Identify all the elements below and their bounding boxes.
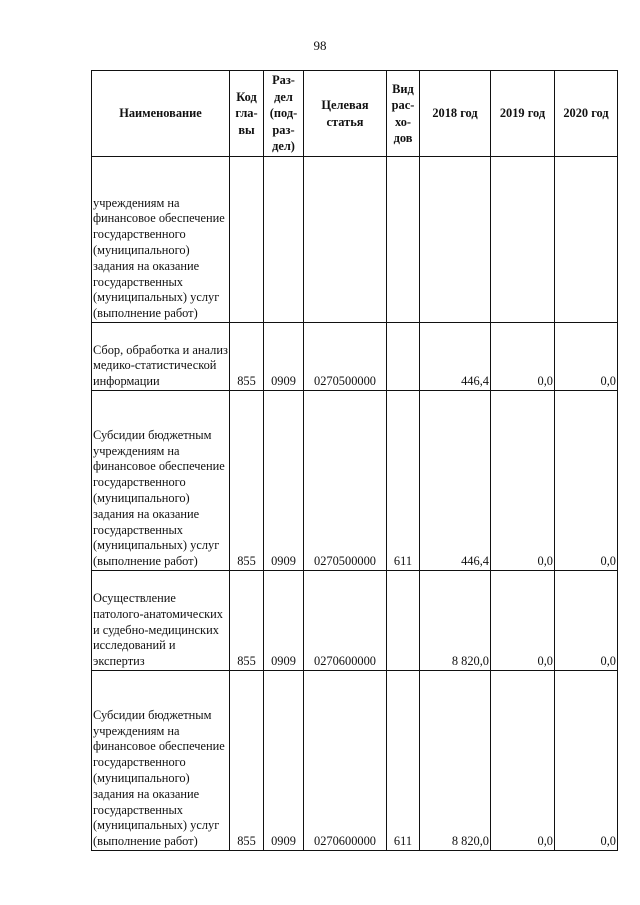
table-row <box>92 157 618 323</box>
cell-section: 0909 <box>264 571 304 671</box>
header-2019: 2019 год <box>491 71 555 157</box>
cell-2019: 0,0 <box>491 671 555 851</box>
header-target-article: Целевая статья <box>304 71 387 157</box>
cell-2018: 8 820,0 <box>420 671 491 851</box>
budget-table <box>91 70 618 851</box>
header-section: Раз- дел (под- раз- дел) <box>264 71 304 157</box>
cell-2020: 0,0 <box>555 671 618 851</box>
table-row <box>92 323 618 391</box>
cell-target <box>304 157 387 323</box>
cell-expense <box>387 157 420 323</box>
cell-2020: 0,0 <box>555 323 618 391</box>
cell-section <box>264 157 304 323</box>
cell-2020: 0,0 <box>555 571 618 671</box>
cell-expense: 611 <box>387 391 420 571</box>
cell-2018: 8 820,0 <box>420 571 491 671</box>
cell-target: 0270600000 <box>304 671 387 851</box>
cell-name: учреждениям на финансовое обеспечение государственного (муниципального) задания на оказание государственных (муниципальных) услуг (выполнение работ) <box>92 157 230 323</box>
cell-2019: 0,0 <box>491 571 555 671</box>
cell-2018: 446,4 <box>420 391 491 571</box>
cell-2020: 0,0 <box>555 391 618 571</box>
cell-section: 0909 <box>264 671 304 851</box>
cell-name: Осуществление патолого-анатомических и судебно-медицинских исследований и экспертиз <box>92 571 230 671</box>
cell-target: 0270500000 <box>304 323 387 391</box>
cell-2019: 0,0 <box>491 323 555 391</box>
cell-2018: 446,4 <box>420 323 491 391</box>
cell-section: 0909 <box>264 391 304 571</box>
cell-target: 0270600000 <box>304 571 387 671</box>
cell-name: Субсидии бюджетным учреждениям на финансовое обеспечение государственного (муниципального) задания на оказание государственных (муниципальных) услуг (выполнение работ) <box>92 391 230 571</box>
cell-name: Субсидии бюджетным учреждениям на финансовое обеспечение государственного (муниципального) задания на оказание государственных (муниципальных) услуг (выполнение работ) <box>92 671 230 851</box>
header-name: Наименование <box>92 71 230 157</box>
header-expense-type: Вид рас- хо- дов <box>387 71 420 157</box>
cell-target: 0270500000 <box>304 391 387 571</box>
cell-chapter <box>230 157 264 323</box>
table-row <box>92 671 618 851</box>
cell-2018 <box>420 157 491 323</box>
table-row <box>92 391 618 571</box>
cell-name: Сбор, обработка и анализ медико-статистической информации <box>92 323 230 391</box>
cell-chapter: 855 <box>230 571 264 671</box>
page-number: 98 <box>313 38 327 53</box>
cell-section: 0909 <box>264 323 304 391</box>
cell-chapter: 855 <box>230 323 264 391</box>
cell-2020 <box>555 157 618 323</box>
table-header-row <box>92 71 618 157</box>
header-2018: 2018 год <box>420 71 491 157</box>
cell-expense <box>387 571 420 671</box>
cell-2019: 0,0 <box>491 391 555 571</box>
header-chapter-code: Код гла- вы <box>230 71 264 157</box>
cell-chapter: 855 <box>230 671 264 851</box>
table-row <box>92 571 618 671</box>
cell-expense: 611 <box>387 671 420 851</box>
header-2020: 2020 год <box>555 71 618 157</box>
cell-chapter: 855 <box>230 391 264 571</box>
cell-expense <box>387 323 420 391</box>
cell-2019 <box>491 157 555 323</box>
